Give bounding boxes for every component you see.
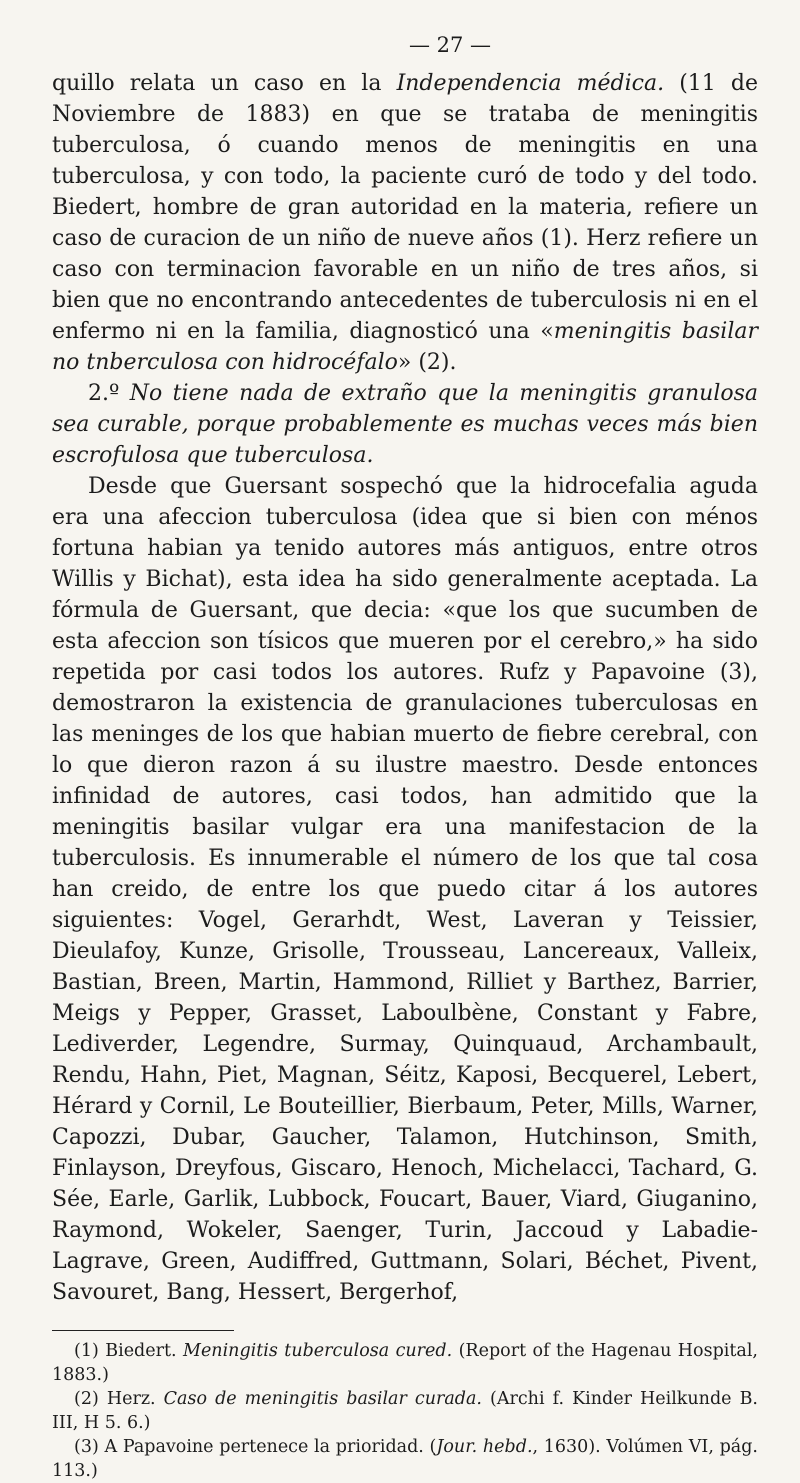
quoted-diagnosis: meningitis basilar no tnberculosa con hidrocéfalo	[52, 319, 758, 375]
footnote-text: (Report of the Hagenau Hospital, 1883.)	[52, 1341, 758, 1385]
paragraph-point-two	[52, 378, 758, 471]
paragraph-guersant	[52, 471, 758, 1308]
point-statement: No tiene nada de extraño que la meningitis granulosa sea curable, porque probablemente es muchas veces más bien escrofulosa que tuberculosa.	[52, 381, 759, 468]
footnote-3	[52, 1435, 758, 1483]
paragraph-segment: quillo relata un caso en la	[52, 71, 397, 96]
footnotes	[52, 1339, 758, 1483]
footnote-1	[52, 1339, 758, 1387]
footnote-title: Jour. hebd.	[436, 1437, 533, 1457]
footnote-text: , 1630). Volúmen VI, pág. 113.)	[52, 1437, 758, 1481]
paragraph-segment: » (2).	[397, 350, 457, 375]
footnote-title: Meningitis tuberculosa cured.	[183, 1341, 453, 1361]
paragraph-continuation	[52, 68, 758, 378]
footnote-text: (3) A Papavoine pertenece la prioridad. (	[74, 1437, 437, 1457]
footnote-text: (Archi f. Kinder Heilkunde B. III, H 5. 6.)	[52, 1389, 758, 1433]
footnote-text: (1) Biedert.	[74, 1341, 184, 1361]
footnote-divider	[52, 1330, 234, 1331]
page-number: — 27 —	[408, 33, 492, 57]
footnote-title: Caso de meningitis basilar curada.	[163, 1389, 482, 1409]
body-text	[52, 68, 758, 1308]
journal-title: Independencia médica.	[396, 71, 665, 96]
document-page	[52, 28, 758, 1483]
point-number: 2.º	[88, 381, 130, 406]
footnote-2	[52, 1387, 758, 1435]
paragraph-segment: (11 de Noviembre de 1883) en que se trataba de meningitis tuberculosa, ó cuando menos de meningitis en una tuberculosa, y con todo, la paciente curó de todo y del todo. Biedert, hombre de gran autoridad en la materia, refiere un caso de curacion de un niño de nueve años (1). Herz refiere un caso con terminacion favorable en un niño de tres años, si bien que no encontrando antecedentes de tuberculosis ni en el enfermo ni en la familia, diagnosticó una «	[52, 71, 758, 344]
paragraph-segment: Desde que Guersant sospechó que la hidrocefalia aguda era una afeccion tuberculosa (idea que si bien con ménos fortuna habian ya tenido autores más antiguos, entre otros Willis y Bichat), esta idea ha sido generalmente aceptada. La fórmula de Guersant, que decia: «que los que sucumben de esta afeccion son tísicos que mueren por el cerebro,» ha sido repetida por casi todos los autores. Rufz y Papavoine (3), demostraron la existencia de granulaciones tuberculosas en las meninges de los que habian muerto de fiebre cerebral, con lo que dieron razon á su ilustre maestro. Desde entonces infinidad de autores, casi todos, han admitido que la meningitis basilar vulgar era una manifestacion de la tuberculosis. Es innumerable el número de los que tal cosa han creido, de entre los que puedo citar á los autores siguientes: Vogel, Gerarhdt, West, Laveran y Teissier, Dieulafoy, Kunze, Grisolle, Trousseau, Lancereaux, Valleix, Bastian, Breen, Martin, Hammond, Rilliet y Barthez, Barrier, Meigs y Pepper, Grasset, Laboulbène, Constant y Fabre, Lediverder, Legendre, Surmay, Quinquaud, Archambault, Rendu, Hahn, Piet, Magnan, Séitz, Kaposi, Becquerel, Lebert, Hérard y Cornil, Le Bouteillier, Bierbaum, Peter, Mills, Warner, Capozzi, Dubar, Gaucher, Talamon, Hutchinson, Smith, Finlayson, Dreyfous, Giscaro, Henoch, Michelacci, Tachard, G. Sée, Earle, Garlik, Lubbock, Foucart, Bauer, Viard, Giuganino, Raymond, Wokeler, Saenger, Turin, Jaccoud y Labadie-Lagrave, Green, Audiffred, Guttmann, Solari, Béchet, Pivent, Savouret, Bang, Hessert, Bergerhof,	[52, 474, 758, 1305]
footnote-text: (2) Herz.	[74, 1389, 164, 1409]
